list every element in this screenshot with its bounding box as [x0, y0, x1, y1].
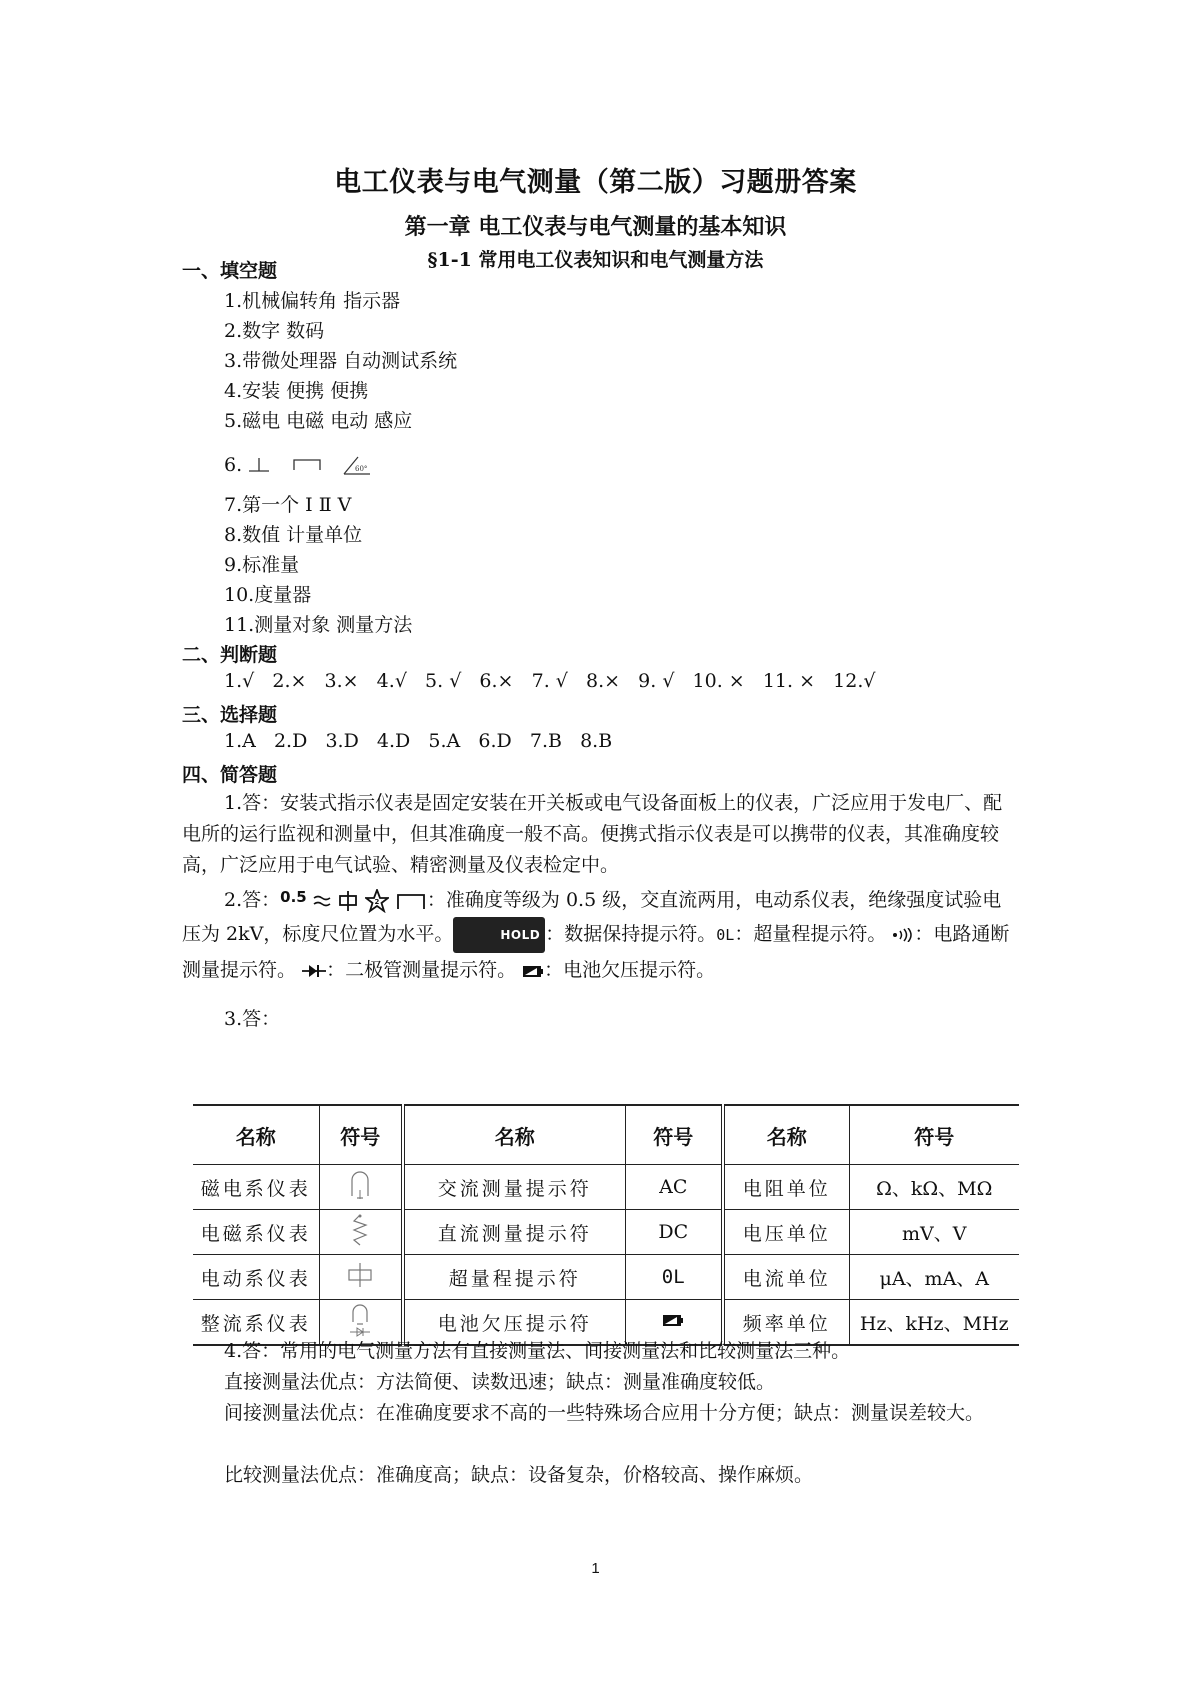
true-false-heading: 二、判断题 — [182, 644, 278, 666]
diode-icon — [302, 964, 326, 978]
table-cell: 电压单位 — [723, 1210, 849, 1255]
answer-2-text-a: ：准确度等级为 0.5 级，交直流两用，电动系仪表，绝缘强度试验电压为 2kV，标度尺位置为水平。 — [182, 889, 1002, 945]
table-header: 名称 — [723, 1105, 849, 1165]
table-cell — [319, 1255, 403, 1300]
fill-blank-item: 1.机械偏转角 指示器 — [224, 290, 401, 312]
table-cell: 电阻单位 — [723, 1165, 849, 1210]
answer-4-compare: 比较测量法优点：准确度高；缺点：设备复杂，价格较高、操作麻烦。 — [224, 1464, 814, 1486]
table-cell: 超量程提示符 — [403, 1255, 625, 1300]
short-answer-heading: 四、简答题 — [182, 764, 278, 786]
answer-3-label: 3.答： — [224, 1008, 281, 1030]
table-cell: AC — [625, 1165, 723, 1210]
page-number: 1 — [591, 1560, 600, 1577]
table-row — [193, 1255, 1019, 1300]
fill-blank-heading: 一、填空题 — [182, 260, 278, 282]
answer-2-text-b: ：数据保持提示符。 — [545, 923, 717, 945]
test-voltage-star-icon — [365, 889, 389, 913]
answer-4: 4.答：常用的电气测量方法有直接测量法、间接测量法和比较测量法三种。 — [224, 1340, 851, 1362]
true-false-answers: 1.√ 2.× 3.× 4.√ 5. √ 6.× 7. √ 8.× 9. √ 10. × 11. × 12.√ — [224, 670, 876, 692]
table-header-row — [193, 1105, 1019, 1165]
answer-2-prefix: 2.答： — [224, 889, 281, 911]
table-header: 符号 — [625, 1105, 723, 1165]
battery-low-icon — [662, 1312, 684, 1328]
answer-2-text-e: ：二极管测量提示符。 — [326, 959, 517, 981]
table-cell — [319, 1210, 403, 1255]
table-cell: μA、mA、A — [849, 1255, 1019, 1300]
inclined-angle-icon — [342, 455, 372, 477]
document-title: 电工仪表与电气测量（第二版）习题册答案 — [334, 167, 857, 198]
fill-blank-item: 4.安装 便携 便携 — [224, 380, 369, 402]
table-cell: mV、V — [849, 1210, 1019, 1255]
fill-blank-item: 2.数字 数码 — [224, 320, 325, 342]
fill-blank-item: 5.磁电 电磁 电动 感应 — [224, 410, 413, 432]
table-header: 符号 — [319, 1105, 403, 1165]
fill-blank-item: 10.度量器 — [224, 584, 312, 606]
table-cell: 0L — [625, 1255, 723, 1300]
answer-1: 1.答：安装式指示仪表是固定安装在开关板或电气设备面板上的仪表，广泛应用于发电厂、配电所的运行监视和测量中，但其准确度一般不高。便携式指示仪表是可以携带的仪表，其准确度较高，广泛应用于电气试验、精密测量及仪表检定中。 — [182, 792, 1003, 876]
table-cell: Ω、kΩ、MΩ — [849, 1165, 1019, 1210]
multiple-choice-heading: 三、选择题 — [182, 704, 278, 726]
horizontal-scale-icon — [395, 892, 427, 910]
magnetoelectric-icon — [348, 1168, 372, 1202]
symbol-table — [193, 1104, 1019, 1346]
table-cell: 磁电系仪表 — [193, 1165, 319, 1210]
table-cell: 电磁系仪表 — [193, 1210, 319, 1255]
fill-blank-item: 11.测量对象 测量方法 — [224, 614, 413, 636]
table-header: 名称 — [193, 1105, 319, 1165]
answer-2-text-c: ：超量程提示符。 — [734, 923, 887, 945]
table-cell: Hz、kHz、MHz — [849, 1300, 1019, 1346]
table-cell: 电流单位 — [723, 1255, 849, 1300]
table-cell: 交流测量提示符 — [403, 1165, 625, 1210]
table-row — [193, 1210, 1019, 1255]
answer-4-direct: 直接测量法优点：方法简便、读数迅速；缺点：测量准确度较低。 — [224, 1371, 776, 1393]
answer-2 — [182, 880, 1020, 987]
battery-low-icon — [522, 963, 544, 979]
fill-blank-item: 3.带微处理器 自动测试系统 — [224, 350, 458, 372]
table-header: 名称 — [403, 1105, 625, 1165]
table-row — [193, 1165, 1019, 1210]
table-cell: 频率单位 — [723, 1300, 849, 1346]
answer-2-text-f: ：电池欠压提示符。 — [544, 959, 716, 981]
electromagnetic-icon — [348, 1213, 372, 1247]
fill-blank-item: 9.标准量 — [224, 554, 300, 576]
table-cell — [319, 1165, 403, 1210]
fill-blank-item: 7.第一个 Ⅰ Ⅱ Ⅴ — [224, 494, 352, 516]
continuity-buzzer-icon — [892, 928, 914, 942]
table-header: 符号 — [849, 1105, 1019, 1165]
ac-dc-icon — [313, 894, 331, 908]
answer-4-indirect: 间接测量法优点：在准确度要求不高的一些特殊场合应用十分方便；缺点：测量误差较大。 — [224, 1402, 985, 1424]
table-cell: 整流系仪表 — [193, 1300, 319, 1346]
accuracy-class-label: 0.5 — [280, 888, 307, 906]
angle-label: 60° — [355, 465, 368, 473]
section-title: §1-1 常用电工仪表知识和电气测量方法 — [427, 249, 764, 271]
perpendicular-icon — [248, 456, 270, 476]
table-cell: 电池欠压提示符 — [403, 1300, 625, 1346]
fill-blank-item-6 — [224, 454, 372, 477]
svg-text:2: 2 — [374, 898, 380, 906]
electrodynamic-meter-icon — [337, 890, 359, 912]
rectifier-icon — [346, 1302, 374, 1338]
multiple-choice-answers: 1.A 2.D 3.D 4.D 5.A 6.D 7.B 8.B — [224, 730, 613, 752]
hold-badge: HOLD — [453, 917, 545, 953]
overload-label: 0L — [716, 926, 735, 944]
electrodynamic-icon — [345, 1260, 375, 1290]
answer-2-text-d: ：电路通断测量提示符。 — [182, 923, 1010, 981]
fill-blank-item: 6. — [224, 454, 243, 476]
horizontal-icon — [290, 456, 324, 476]
table-cell: 电动系仪表 — [193, 1255, 319, 1300]
table-cell: 直流测量提示符 — [403, 1210, 625, 1255]
chapter-title: 第一章 电工仪表与电气测量的基本知识 — [404, 214, 787, 240]
fill-blank-item: 8.数值 计量单位 — [224, 524, 363, 546]
table-cell: DC — [625, 1210, 723, 1255]
